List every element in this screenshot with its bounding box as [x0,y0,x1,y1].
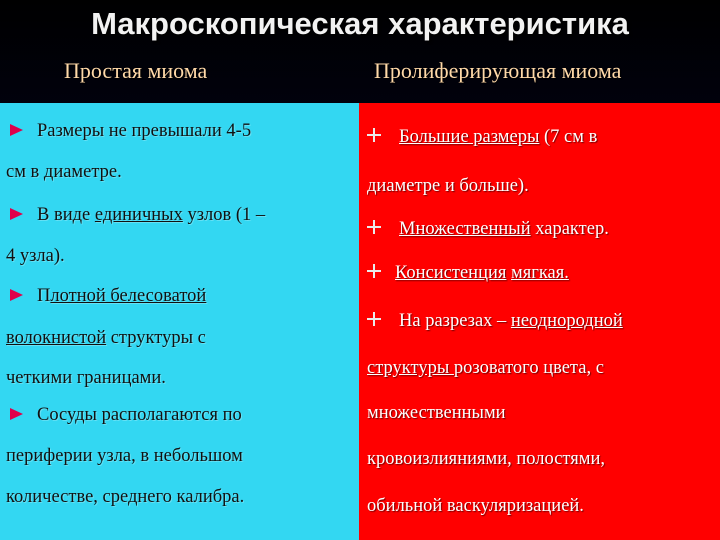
right-line-9: обильной васкуляризацией. [367,496,584,516]
left-line-8: Сосуды располагаются по [10,405,242,426]
arrow-bullet-icon [10,289,23,301]
right-line-1: Большие размеры (7 см в [367,127,597,148]
left-line-9: периферии узла, в небольшом [6,446,243,466]
cross-bullet-icon [367,264,381,278]
arrow-bullet-icon [10,124,23,136]
proliferating-myoma-heading: Пролиферирующая миома [374,58,622,83]
arrow-bullet-icon [10,408,23,420]
right-line-7: множественными [367,403,506,423]
left-line-2: см в диаметре. [6,162,122,182]
left-line-7: четкими границами. [6,368,166,388]
cross-bullet-icon [367,312,381,326]
left-line-4: 4 узла). [6,246,65,266]
cross-bullet-icon [367,220,381,234]
right-line-8: кровоизлияниями, полостями, [367,449,606,469]
right-line-3: Множественный характер. [367,219,609,240]
cross-bullet-icon [367,128,381,142]
left-line-6: волокнистой структуры с [6,328,206,348]
proliferating-myoma-panel [359,103,720,540]
left-line-5: Плотной белесоватой [10,286,206,307]
left-line-10: количестве, среднего калибра. [6,487,245,507]
left-line-3: В виде единичных узлов (1 – [10,205,265,226]
right-line-5: На разрезах – неоднородной [367,311,623,332]
arrow-bullet-icon [10,208,23,220]
slide-title: Макроскопическая характеристика [91,6,629,41]
simple-myoma-panel [0,103,359,540]
left-line-1: Размеры не превышали 4-5 [10,121,251,142]
right-line-2: диаметре и больше). [367,176,529,196]
right-line-6: структуры розоватого цвета, с [367,358,604,378]
simple-myoma-heading: Простая миома [64,58,208,83]
right-line-4: Консистенция мягкая. [367,263,569,284]
